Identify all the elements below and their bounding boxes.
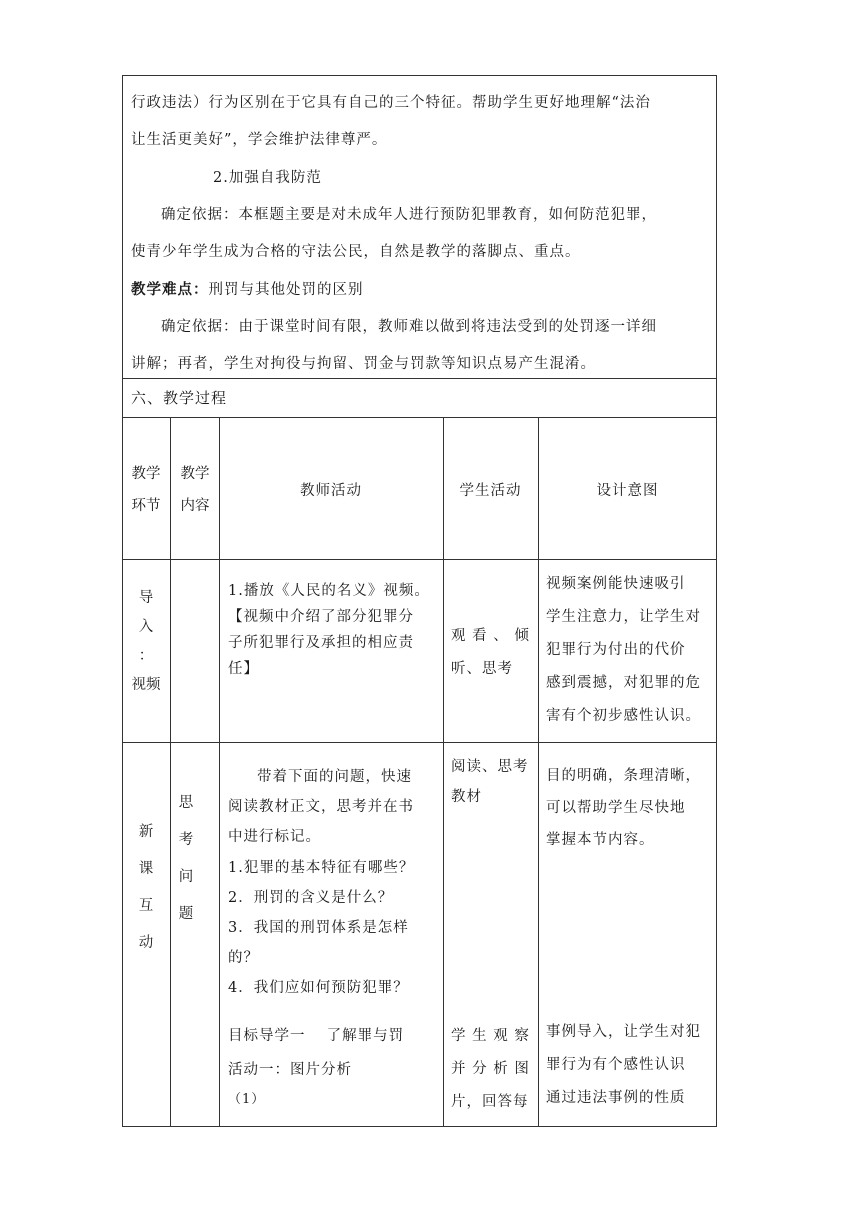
row1-student — [451, 620, 530, 686]
row2-student-b-line: 学 生 观 察 — [451, 1028, 530, 1044]
row1-teacher-line: 【视频中介绍了部分犯罪分 — [228, 609, 414, 625]
row2-sub: （1） — [228, 1092, 266, 1107]
row1-stage — [122, 584, 170, 700]
paragraph-line: 确定依据：由于课堂时间有限，教师难以做到将违法受到的处罚逐一详细 — [161, 319, 657, 335]
row2-teacher-intro-line: 带着下面的问题，快速 — [257, 769, 412, 785]
question-item: 2．刑罚的含义是什么？ — [228, 890, 394, 906]
header-stage — [122, 458, 170, 522]
row2-target: 目标导学一 了解罪与罚 — [228, 1028, 405, 1044]
row1-teacher — [228, 578, 430, 682]
row1-design — [546, 568, 701, 733]
difficulty-text: 刑罚与其他处罚的区别 — [208, 282, 364, 298]
col-divider-2 — [219, 417, 220, 1127]
row1-stage-line: 导 — [138, 590, 154, 606]
row2-content-line: 思 — [178, 795, 194, 811]
difficulty-label: 教学难点： — [131, 281, 209, 298]
row2-student-b — [451, 1020, 530, 1119]
row2-design-b-line: 罪行为有个感性认识 — [546, 1057, 686, 1073]
row2-questions — [228, 853, 414, 1003]
row2-content-line: 考 — [178, 832, 194, 848]
row2-stage-line: 课 — [138, 861, 154, 877]
header-stage-line: 教学 — [131, 466, 161, 482]
header-student: 学生活动 — [459, 483, 522, 499]
row2-teacher-intro-line: 阅读教材正文，思考并在书 — [228, 799, 414, 815]
header-design: 设计意图 — [596, 483, 659, 499]
row1-student-line: 观 看 、 倾 — [451, 628, 530, 644]
header-content-line: 内容 — [180, 498, 210, 514]
row2-design-b — [546, 1016, 701, 1115]
row1-design-line: 害有个初步感性认识。 — [546, 708, 701, 724]
paragraph-line: 确定依据：本框题主要是对未成年人进行预防犯罪教育，如何防范犯罪， — [161, 207, 657, 223]
header-content-line: 教学 — [180, 466, 210, 482]
paragraph-line: 行政违法）行为区别在于它具有自己的三个特征。帮助学生更好地理解“法治 — [131, 95, 651, 111]
paragraph-line: 让生活更美好”，学会维护法律尊严。 — [131, 132, 388, 148]
row2-design-a — [546, 760, 701, 856]
difficulty-line — [131, 280, 364, 300]
col-divider-4 — [538, 417, 539, 1127]
divider-header-bottom — [122, 559, 717, 560]
question-item: 3．我国的刑罚体系是怎样 — [228, 920, 409, 936]
row2-student-a — [451, 752, 529, 812]
row2-student-b-line: 并 分 析 图 — [451, 1061, 530, 1077]
row1-teacher-line: 子所犯罪行及承担的相应责 — [228, 635, 414, 651]
row2-content-line: 题 — [178, 906, 194, 922]
row1-design-line: 视频案例能快速吸引 — [546, 576, 686, 592]
row2-stage-line: 新 — [138, 824, 154, 840]
row2-design-a-line: 掌握本节内容。 — [546, 832, 655, 848]
col-divider-1 — [170, 417, 171, 1127]
row2-stage-line: 动 — [138, 935, 154, 951]
row2-design-b-line: 事例导入，让学生对犯 — [546, 1024, 701, 1040]
row2-student-b-line: 片，回答每 — [451, 1094, 529, 1110]
divider-header-top — [122, 417, 717, 418]
row1-teacher-line: 1.播放《人民的名义》视频。 — [228, 583, 430, 599]
section-title: 六、教学过程 — [131, 389, 228, 407]
row1-stage-line: 视频 — [131, 677, 161, 693]
question-item: 的？ — [228, 950, 259, 966]
row2-content — [162, 785, 210, 933]
col-divider-3 — [443, 417, 444, 1127]
row2-student-a-line: 教材 — [451, 789, 482, 805]
list-item-heading: 2.加强自我防范 — [213, 170, 322, 186]
row2-design-b-line: 通过违法事例的性质 — [546, 1090, 686, 1106]
row2-design-a-line: 可以帮助学生尽快地 — [546, 800, 686, 816]
question-item: 1.犯罪的基本特征有哪些？ — [228, 860, 415, 876]
header-stage-line: 环节 — [131, 498, 161, 514]
question-item: 4．我们应如何预防犯罪？ — [228, 980, 409, 996]
header-teacher: 教师活动 — [300, 483, 362, 499]
divider-section — [122, 378, 717, 379]
row2-activity: 活动一：图片分析 — [228, 1062, 352, 1078]
row1-design-line: 犯罪行为付出的代价 — [546, 642, 686, 658]
row2-teacher-intro — [228, 762, 414, 852]
row1-design-line: 感到震撼，对犯罪的危 — [546, 675, 701, 691]
paragraph-line: 讲解；再者，学生对拘役与拘留、罚金与罚款等知识点易产生混淆。 — [131, 356, 596, 372]
row2-stage-line: 互 — [138, 898, 154, 914]
row2-content-line: 问 — [178, 869, 194, 885]
row1-stage-line: 入 — [138, 619, 154, 635]
row1-stage-line: ： — [138, 648, 154, 664]
row1-design-line: 学生注意力，让学生对 — [546, 609, 701, 625]
row2-design-a-line: 目的明确，条理清晰， — [546, 768, 701, 784]
row1-student-line: 听、思考 — [451, 661, 513, 677]
header-content — [171, 458, 219, 522]
row1-teacher-line: 任】 — [228, 661, 259, 677]
divider-row1-bottom — [122, 742, 717, 743]
paragraph-line: 使青少年学生成为合格的守法公民，自然是教学的落脚点、重点。 — [131, 244, 581, 260]
row2-student-a-line: 阅读、思考 — [451, 759, 529, 775]
row2-teacher-intro-line: 中进行标记。 — [228, 829, 321, 845]
